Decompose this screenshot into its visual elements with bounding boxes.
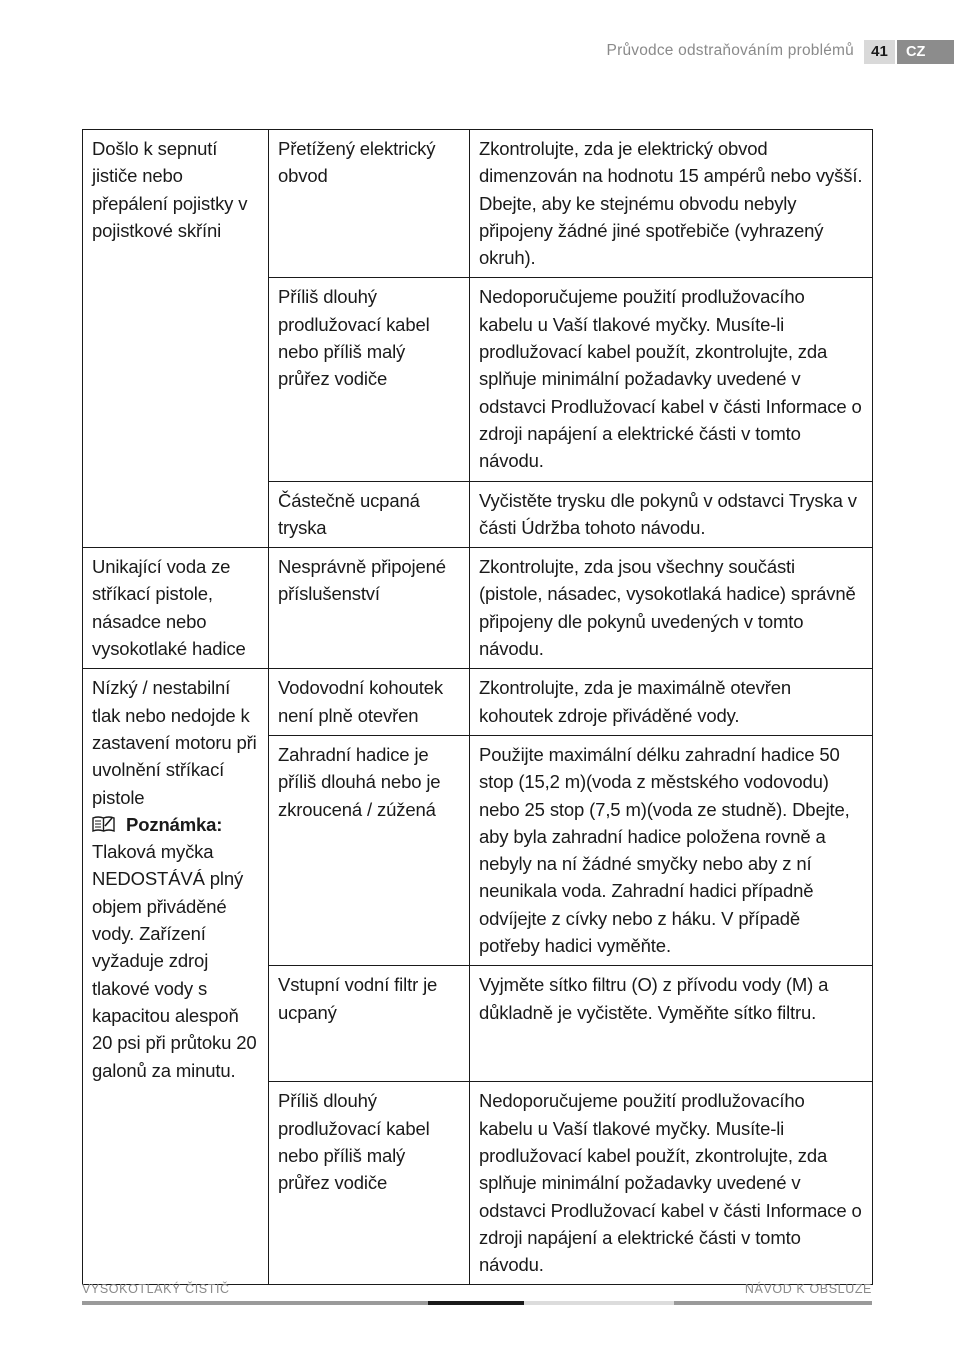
- note-text: Tlaková myčka NEDOSTÁVÁ plný objem přiváděné vody. Zařízení vyžaduje zdroj tlakové vody s kapacitou alespoň 20 psi při průtoku 20 galonů za minutu.: [92, 841, 257, 1081]
- cause-cell: Vstupní vodní filtr je ucpaný: [269, 966, 470, 1082]
- page-number: 41: [864, 40, 895, 64]
- cause-cell: Přetížený elektrický obvod: [269, 130, 470, 278]
- solution-cell: Zkontrolujte, zda jsou všechny součásti (pistole, násadec, vysokotlaká hadice) správně připojeny dle pokynů uvedených v tomto návodu.: [470, 548, 873, 669]
- table-row: [83, 130, 873, 278]
- solution-cell: Nedoporučujeme použití prodlužovacího kabelu u Vaší tlakové myčky. Musíte-li prodlužovací kabel použít, zkontrolujte, zda splňuje minimální požadavky uvedené v odstavci Prodlužovací kabel v části Informace o zdroji napájení a elektrické části v tomto návodu.: [470, 278, 873, 481]
- table-row: [83, 548, 873, 669]
- solution-cell: Vyjměte sítko filtru (O) z přívodu vody (M) a důkladně je vyčistěte. Vyměňte sítko filtru.: [470, 966, 873, 1082]
- solution-cell: Zkontrolujte, zda je elektrický obvod dimenzován na hodnotu 15 ampérů nebo vyšší. Dbejte, aby ke stejnému obvodu nebyly připojeny žádné jiné spotřebiče (vyhrazený okruh).: [470, 130, 873, 278]
- note-label: Poznámka:: [126, 813, 223, 835]
- footer-rule: [524, 1301, 674, 1305]
- footer-rule: [674, 1301, 872, 1305]
- note-book-icon: [92, 815, 116, 833]
- footer-product-name: VYSOKOTLAKÝ ČISTIČ: [82, 1282, 230, 1296]
- cause-cell: Zahradní hadice je příliš dlouhá nebo je zkroucená / zúžená: [269, 735, 470, 965]
- note-heading: [92, 811, 259, 838]
- solution-cell: Zkontrolujte, zda je maximálně otevřen kohoutek zdroje přiváděné vody.: [470, 669, 873, 736]
- cause-cell: Vodovodní kohoutek není plně otevřen: [269, 669, 470, 736]
- problem-cell: [83, 669, 269, 1285]
- footer-rule: [82, 1301, 428, 1305]
- problem-cell: Došlo k sepnutí jističe nebo přepálení pojistky v pojistkové skříni: [83, 130, 269, 548]
- table-row: [83, 669, 873, 736]
- running-header-title: Průvodce odstraňováním problémů: [606, 42, 854, 59]
- problem-text: Nízký / nestabilní tlak nebo nedojde k zastavení motoru při uvolnění stříkací pistole: [92, 677, 257, 808]
- solution-cell: Vyčistěte trysku dle pokynů v odstavci Tryska v části Údržba tohoto návodu.: [470, 481, 873, 548]
- cause-cell: Částečně ucpaná tryska: [269, 481, 470, 548]
- cause-cell: Příliš dlouhý prodlužovací kabel nebo příliš malý průřez vodiče: [269, 1082, 470, 1285]
- cause-cell: Příliš dlouhý prodlužovací kabel nebo příliš malý průřez vodiče: [269, 278, 470, 481]
- footer-rule: [428, 1301, 524, 1305]
- problem-cell: Unikající voda ze stříkací pistole, násadce nebo vysokotlaké hadice: [83, 548, 269, 669]
- solution-cell: Použijte maximální délku zahradní hadice 50 stop (15,2 m)(voda z městského vodovodu) nebo 25 stop (7,5 m)(voda ze studně). Dbejte, aby byla zahradní hadice položena rovně a nebyly na ní žádné smyčky nebo aby z ní neunikala voda. Zahradní hadici případně odvíjejte z cívky nebo z háku. V případě potřeby hadici vyměňte.: [470, 735, 873, 965]
- footer-manual-name: NÁVOD K OBSLUZE: [744, 1282, 872, 1296]
- language-tab: CZ: [897, 40, 954, 64]
- solution-cell: Nedoporučujeme použití prodlužovacího kabelu u Vaší tlakové myčky. Musíte-li prodlužovací kabel použít, zkontrolujte, zda splňuje minimální požadavky uvedené v odstavci Prodlužovací kabel v části Informace o zdroji napájení a elektrické části v tomto návodu.: [470, 1082, 873, 1285]
- cause-cell: Nesprávně připojené příslušenství: [269, 548, 470, 669]
- troubleshooting-table: [82, 129, 873, 1285]
